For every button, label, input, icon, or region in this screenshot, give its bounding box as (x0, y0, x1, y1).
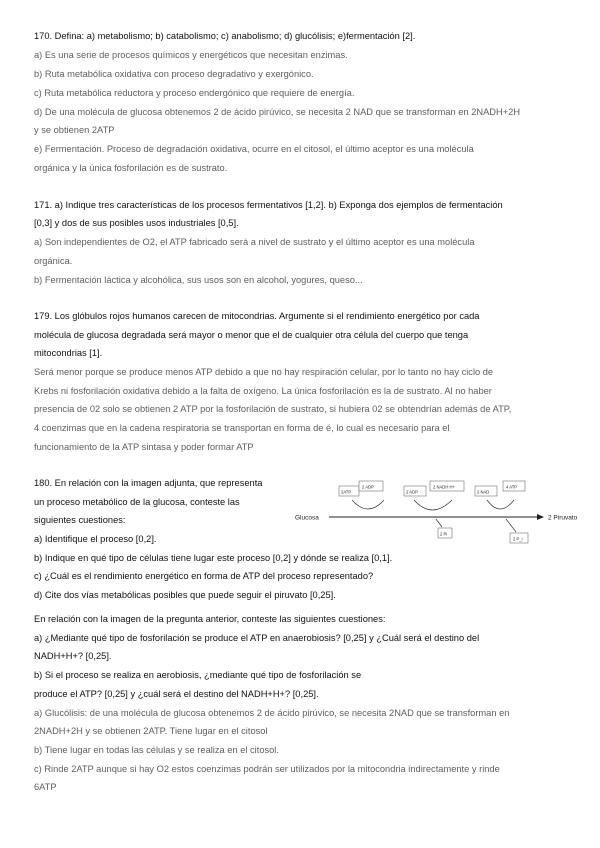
q170-answer-e: e) Fermentación. Proceso de degradación oxidativa, ocurre en el citosol, el último aceptor es una molécula (34, 144, 474, 154)
q179-answer-1: Será menor porque se produce menos ATP debido a que no hay respiración celular, por lo tanto no hay ciclo de (34, 367, 494, 377)
q180-intro-1: 180. En relación con la imagen adjunta, que representa (34, 478, 263, 488)
q179-question: 179. Los glóbulos rojos humanos carecen de mitocondrias. Argumente si el rendimiento energético por cada (34, 311, 480, 321)
followup-b: b) Si el proceso se realiza en aerobiosis, ¿mediante qué tipo de fosforilación se (34, 670, 362, 680)
input-label-2: 2 ADP (406, 489, 418, 495)
q180-answer-a: a) Glucólisis: de una molécula de glucosa obtenemos 2 de ácido pirúvico, se necesita 2NAD que se transforman en (34, 708, 510, 718)
q180-intro-2: un proceso metabólico de la glucosa, conteste las (34, 497, 240, 507)
glycolysis-diagram (292, 472, 592, 552)
step3-down-arrow (506, 519, 516, 532)
end-label: 2 Piruvato (548, 514, 578, 522)
q171-answer-a-cont: orgánica. (34, 256, 73, 266)
step3-arc (487, 500, 514, 509)
q179-answer-3: presencia de 02 solo se obtienen 2 ATP por la fosforilación de sustrato, si hubiera 02 se obtendrían además de ATP, (34, 404, 512, 414)
output-label-3: 2 P (462, 531, 469, 537)
q170-answer-d: d) De una molécula de glucosa obtenemos 2 de ácido pirúvico, se necesita 2 NAD que se transforman en 2NADH+2H (34, 107, 521, 117)
q170-answer-e-cont: orgánica y la única fosforilación es de sustrato. (34, 163, 228, 173)
q180-part-b: b) Indique en qué tipo de células tiene lugar este proceso [0,2] y dónde se realiza [0,1]. (34, 553, 393, 563)
q179-question-cont2: mitocondrias [1]. (34, 348, 103, 358)
q180-answer-b: b) Tiene lugar en todas las células y se realiza en el citosol. (34, 745, 279, 755)
q179-answer-2: Krebs ni fosforilación oxidativa debido a la falta de oxígeno. La única fosforilación es la de sustrato. Al no haber (34, 386, 492, 396)
q180-part-c: c) ¿Cuál es el rendimiento energético en forma de ATP del proceso representado? (34, 571, 374, 581)
output-label-4: 4 ATP (506, 484, 518, 490)
input-label-1: 2ATP (341, 489, 352, 495)
followup-intro: En relación con la imagen de la pregunta anterior, conteste las siguientes cuestiones: (34, 614, 386, 624)
q180-answer-c-cont: 6ATP (34, 782, 57, 792)
q170-answer-a: a) Es una serie de procesos químicos y energéticos que necesitan enzimas. (34, 50, 348, 60)
q180-answer-a-cont: 2NADH+2H y se obtienen 2ATP. Tiene lugar en el citosol (34, 726, 268, 736)
q171-question: 171. a) Indique tres características de los procesos fermentativos [1,2]. b) Exponga dos ejemplos de fermentación (34, 200, 503, 210)
followup-b-cont: produce el ATP? [0,25] y ¿cuál será el destino del NADH+H+? [0,25]. (34, 689, 319, 699)
input-label-3: 2 Pi (440, 531, 448, 537)
q171-answer-a: a) Son independientes de O2, el ATP fabricado será a nivel de sustrato y el último aceptor es una molécula (34, 237, 475, 247)
q171-answer-b: b) Fermentación láctica y alcohólica, sus usos son en alcohol, yogures, queso... (34, 275, 363, 285)
step2-down-arrow (436, 519, 442, 527)
q179-question-cont1: molécula de glucosa degradada será mayor o menor que el de cualquier otra célula del cuerpo que tenga (34, 330, 469, 340)
q170-answer-c: c) Ruta metabólica reductora y proceso endergónico que requiere de energía. (34, 88, 355, 98)
q180-part-a: a) Identifique el proceso [0,2]. (34, 534, 157, 544)
output-label-1: 2 ADP (362, 484, 374, 490)
q171-question-cont: [0,3] y dos de sus posibles usos industriales [0,5]. (34, 218, 239, 228)
start-label: Glucosa (295, 514, 319, 522)
q170-answer-b: b) Ruta metabólica oxidativa con proceso degradativo y exergónico. (34, 69, 314, 79)
main-arrow-head (537, 514, 544, 520)
step2-arc (414, 500, 452, 510)
output-label-2: 2 NADH H+ (433, 484, 455, 490)
q170-question: 170. Defina: a) metabolismo; b) catabolismo; c) anabolismo; d) glucólisis; e)fermentación [2]. (34, 31, 416, 41)
q180-answer-c: c) Rinde 2ATP aunque si hay O2 estos coenzimas podrán ser utilizados por la mitocondria indirectamente y rinde (34, 764, 500, 774)
q180-intro-3: siguientes cuestiones: (34, 515, 126, 525)
q179-answer-5: funcionamiento de la ATP sintasa y poder formar ATP (34, 442, 254, 452)
step1-arc (352, 500, 384, 509)
followup-a: a) ¿Mediante qué tipo de fosforilación se produce el ATP en anaerobiosis? [0,25] y ¿Cuál será el destino del (34, 633, 480, 643)
q180-part-d: d) Cite dos vías metabólicas posibles que puede seguir el piruvato [0,25]. (34, 590, 336, 600)
input-label-4: 2 NAD (477, 489, 490, 495)
input-label-5: 4 ADP (470, 499, 473, 500)
output-label-5: 2 P_i (513, 536, 523, 542)
q170-answer-d-cont: y se obtienen 2ATP (34, 125, 115, 135)
followup-a-cont: NADH+H+? [0,25]. (34, 651, 112, 661)
q179-answer-4: 4 coenzimas que en la cadena respiratoria se transportan en forma de é, lo cual es necesario para el (34, 423, 450, 433)
